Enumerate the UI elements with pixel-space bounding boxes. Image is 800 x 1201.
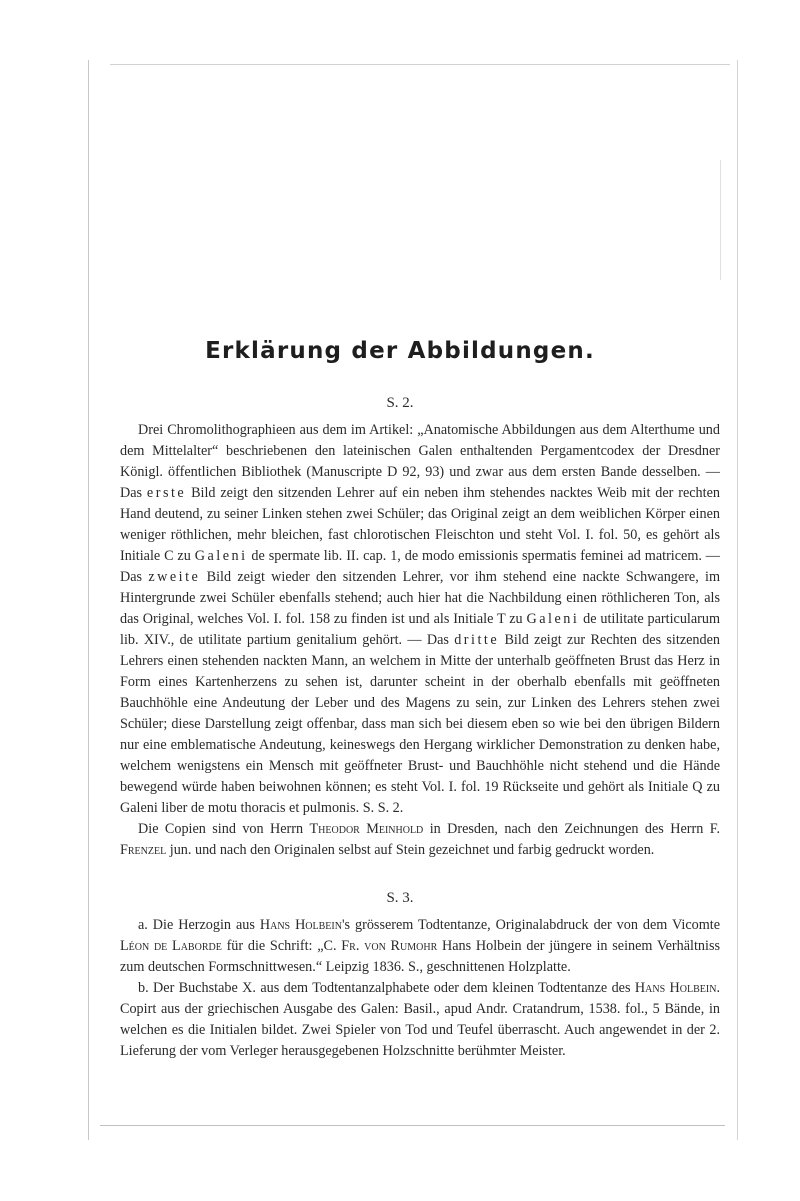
section-body-s2: [120, 420, 720, 861]
text-run: 50, es gehört als Initiale C zu: [120, 527, 721, 564]
text-run: 's grösserem Todtentanze, Originalabdruck der von dem Vicomte: [341, 917, 721, 933]
text-run: de utilitate particularum lib. XIV., de utilitate partium genitalium: [120, 611, 721, 648]
text-run: 1,: [386, 548, 405, 564]
section-heading-s3: S. 3.: [386, 890, 414, 906]
text-run: . Copirt aus der griechischen Ausgabe des Galen:: [120, 980, 720, 1017]
text-run: 158 zu finden ist und als Initiale T zu: [304, 611, 527, 627]
text-run: 1538.: [583, 1001, 626, 1017]
text-run: erste: [146, 485, 187, 501]
top-rule: [110, 64, 730, 65]
text-run: fol.,: [625, 1001, 648, 1017]
text-run: 5 Bände, in welchen es die Initialen bildet. Zwei Spieler von Tod und Teufel überrascht. Auch angewendet in der 2. Lieferung der vom Verleger herausgegebenen Holzschnitte berühmter Meister.: [120, 1001, 720, 1059]
text-run: Bild zeigt wieder den sitzenden Lehrer, vor ihm stehend eine nackte Schwangere, im Hintergrunde zwei Schüler ebenfalls stehend; auch hier hat die Nachbildung einen röthlicheren Ton, als das Original, welches: [120, 569, 720, 627]
text-run: Hans Holbein der jüngere in seinem Verhältniss zum deutschen Formschnittwesen.“ Leipzig 1836. S., geschnittenen Holzplatte.: [120, 938, 720, 975]
text-run: Vol. I. fol.: [421, 779, 481, 795]
text-run: Galeni: [526, 611, 580, 627]
text-run: Vol. I. fol.: [246, 611, 305, 627]
text-run: de modo emissionis spermatis feminei ad matricem.: [404, 548, 702, 564]
text-run: Léon de Laborde: [120, 938, 222, 954]
text-run: Frenzel: [120, 842, 167, 858]
text-run: Bild zeigt zur Rechten des sitzenden Lehrers einen stehenden nackten Mann, an welchem in Mitte der unterhalb geöffneten Brust das Herz in Form eines Kartenherzens zu sehen ist, darunter scheint in der oberhalb ebenfalls mit geöffneten Bauchhöhle eine Andeutung der Leber und des Magens zu sein, zur Linken des Lehrers stehen zwei Schüler; diese Darstellung zeigt offenbar, dass man sich bei diesem eben so wie bei den übrigen Bildern nur eine emblematische Andeutung, keineswegs den Hergang wirklicher Demonstration zu denken habe, welchem wenigstens ein Mensch mit geöffneter Brust- und Bauchhöhle nicht stehend und die Hände bewegend würde haben beiwohnen können; es steht: [120, 632, 720, 795]
text-run: in Dresden, nach den Zeichnungen des Herrn F.: [423, 821, 720, 837]
text-run: — Das: [120, 548, 720, 585]
section-heading-s2: S. 2.: [386, 395, 414, 411]
text-run: gehört. — Das: [357, 632, 455, 648]
text-run: Hans Holbein: [634, 980, 717, 996]
text-run: Fr. von Rumohr: [341, 938, 438, 954]
text-run: b. Der Buchstabe X. aus dem Todtentanzalphabete oder dem kleinen Todtentanze des: [138, 980, 635, 996]
text-run: Galeni: [194, 548, 248, 564]
text-run: Theodor Meinhold: [309, 821, 424, 837]
bottom-rule: [100, 1125, 725, 1126]
scan-line: [720, 160, 721, 280]
text-run: Galeni liber de motu thoracis et pulmonis.: [120, 800, 360, 816]
text-run: Die Copien sind von Herrn: [138, 821, 310, 837]
text-run: 19 Rückseite und gehört als Initiale Q zu: [480, 779, 720, 795]
text-run: S. S. 2.: [359, 800, 404, 816]
text-run: zweite: [148, 569, 201, 585]
text-run: Hans Holbein: [259, 917, 342, 933]
text-run: de spermate lib. II. cap.: [251, 548, 387, 564]
text-run: Vol. I. fol.: [557, 527, 619, 543]
paragraph: [120, 819, 720, 861]
text-run: Bild zeigt den sitzenden Lehrer auf ein neben ihm stehendes nacktes Weib mit der rechten Hand deutend, zu seiner Linken stehen zwei Schüler; das Original zeigt an dem weiblichen Körper einen weniger röthlichen, mehr bleichen, fast chlorotischen Fleischton und steht: [120, 485, 720, 543]
text-run: für die Schrift: „C.: [221, 938, 342, 954]
page-title: Erklärung der Abbildungen.: [205, 338, 595, 364]
paragraph: [120, 420, 720, 819]
text-run: a. Die Herzogin aus: [138, 917, 260, 933]
paragraph: [120, 978, 720, 1062]
section-body-s3: [120, 915, 720, 1062]
text-run: jun. und nach den Originalen selbst auf Stein gezeichnet und farbig gedruckt worden.: [166, 842, 655, 858]
paragraph: [120, 915, 720, 978]
text-run: Basil., apud Andr. Cratandrum,: [403, 1001, 584, 1017]
text-run: Drei Chromolithographieen aus dem im Artikel: „Anatomische Abbildungen aus dem Alterthume und dem Mittelalter“ beschriebenen den lateinischen Galen enthaltenden Pergamentcodex der Dresdner Königl. öffentlichen Bibliothek (Manuscripte D 92, 93) und zwar aus dem ersten Bande desselben. — Das: [120, 422, 720, 501]
text-run: dritte: [454, 632, 500, 648]
